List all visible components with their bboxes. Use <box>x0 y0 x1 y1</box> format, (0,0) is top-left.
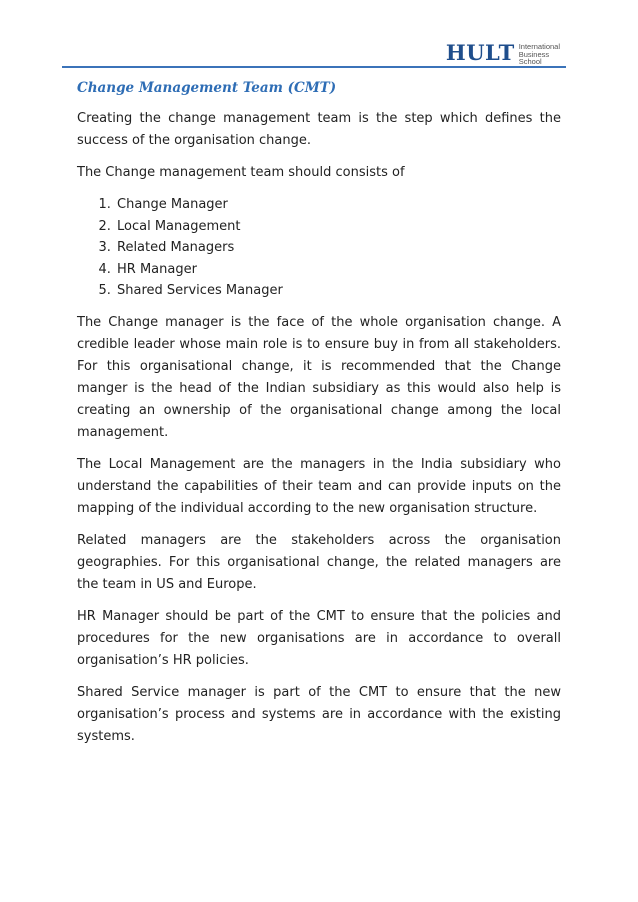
list-intro: The Change management team should consists of <box>77 165 405 180</box>
paragraph-change-manager: The Change manager is the face of the whole organisation change. A credible leader whose main role is to ensure buy in from all stakeholders. For this organisational change, it is recommended that the Change manger is the head of the Indian subsidiary as this would also help is creating an ownership of the organisational change among the local management. <box>77 314 561 440</box>
logo-subtitle-line: International <box>518 42 560 51</box>
list-item: 3. Related Managers <box>115 237 561 259</box>
paragraph-local-management: The Local Management are the managers in the India subsidiary who understand the capabilities of their team and can provide inputs on the mapping of the individual according to the new organisation structure. <box>77 456 561 516</box>
logo-mark: HULT <box>445 40 515 65</box>
paragraph-shared-services: Shared Service manager is part of the CMT to ensure that the new organisation’s process and systems are in accordance with the existing systems. <box>77 684 561 744</box>
list-item: 2. Local Management <box>115 216 561 238</box>
list-item: 4. HR Manager <box>115 259 561 281</box>
page-header <box>62 40 566 68</box>
list-item: 5. Shared Services Manager <box>115 280 561 302</box>
paragraph-hr-manager: HR Manager should be part of the CMT to ensure that the policies and procedures for the new organisations are in accordance to overall organisation’s HR policies. <box>77 608 561 668</box>
section-title: Change Management Team (CMT) <box>77 80 337 96</box>
paragraph-related-managers: Related managers are the stakeholders across the organisation geographies. For this organisational change, the related managers are the team in US and Europe. <box>77 532 561 592</box>
team-list <box>77 194 561 302</box>
hult-logo <box>446 42 560 66</box>
document-body <box>77 78 561 758</box>
logo-subtitle <box>519 42 560 66</box>
list-item: 1. Change Manager <box>115 194 561 216</box>
intro-paragraph: Creating the change management team is the step which defines the success of the organisation change. <box>77 111 561 148</box>
header-divider <box>62 66 566 68</box>
logo-subtitle-line: School <box>518 57 542 66</box>
logo-subtitle-line: Business <box>518 49 550 59</box>
